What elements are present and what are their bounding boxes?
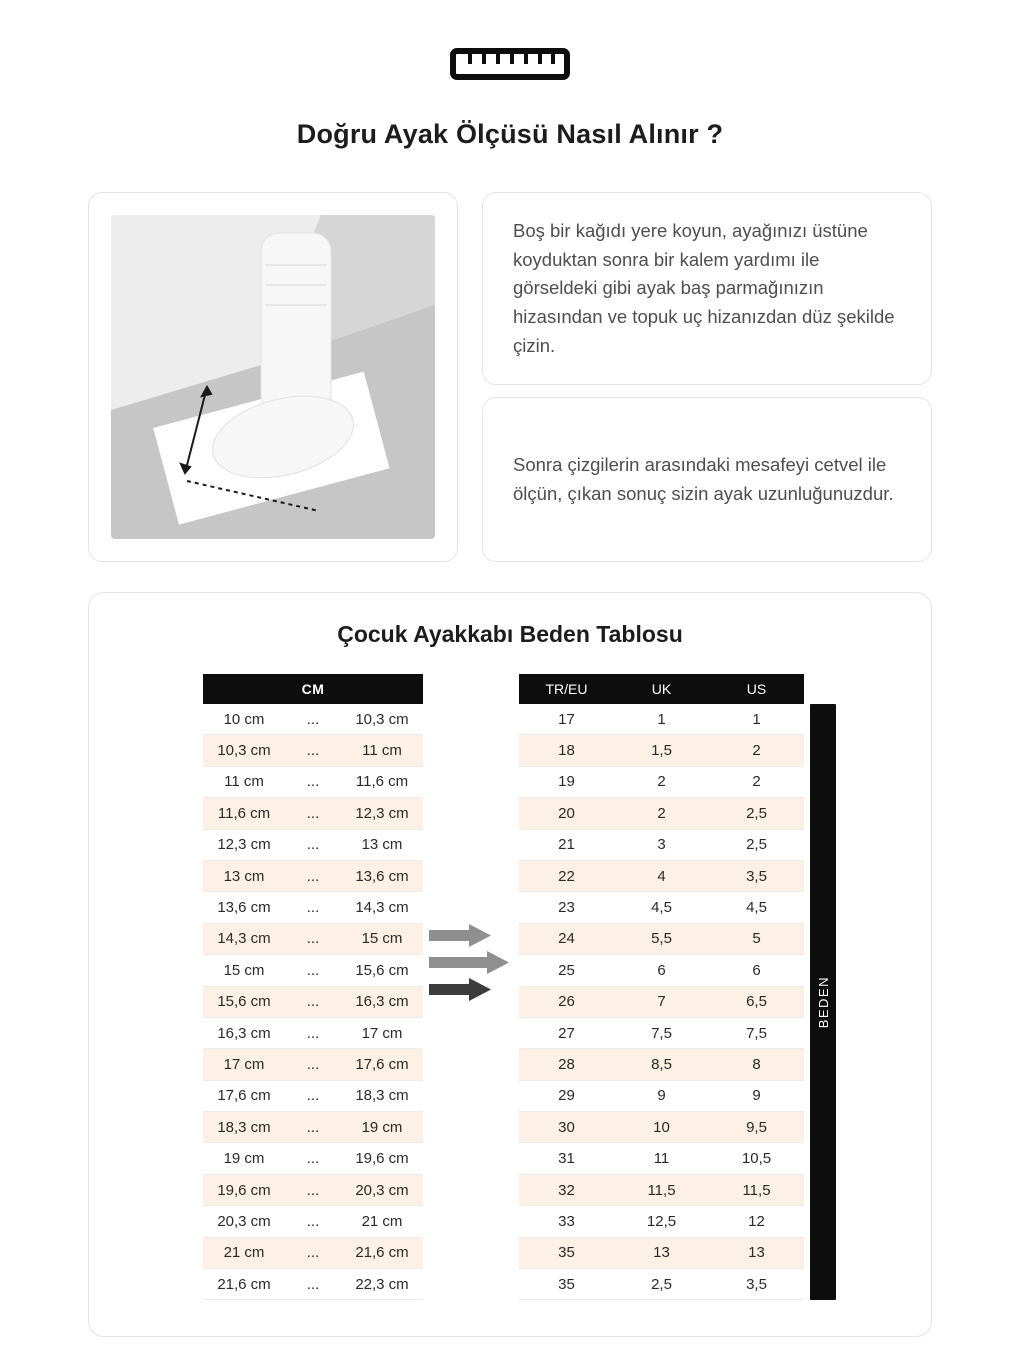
cm-max: 17,6 cm <box>355 1055 409 1073</box>
size-uk: 1 <box>657 710 666 728</box>
cm-row <box>203 1018 423 1049</box>
cm-row <box>203 1112 423 1143</box>
size-row <box>519 1269 804 1300</box>
size-tables <box>89 674 931 1300</box>
size-us: 11,5 <box>742 1181 771 1199</box>
size-row <box>519 1206 804 1237</box>
size-table-section <box>88 592 932 1337</box>
size-tr-eu: 19 <box>558 773 575 791</box>
size-tr-eu: 26 <box>558 993 575 1011</box>
beden-label: BEDEN <box>815 976 831 1029</box>
cm-row <box>203 1269 423 1300</box>
instruction-cards <box>482 192 932 562</box>
cm-table-header: CM <box>203 674 423 704</box>
size-us: 2,5 <box>746 804 767 822</box>
cm-min: 19,6 cm <box>217 1181 271 1199</box>
size-tr-eu: 23 <box>558 899 575 917</box>
size-row <box>519 1018 804 1049</box>
cm-max: 12,3 cm <box>355 804 409 822</box>
cm-min: 18,3 cm <box>217 1118 271 1136</box>
cm-row <box>203 735 423 766</box>
cm-row <box>203 798 423 829</box>
cm-max: 19,6 cm <box>355 1150 409 1168</box>
size-row <box>519 892 804 923</box>
instructions-section <box>0 150 1020 562</box>
size-tr-eu: 24 <box>558 930 575 948</box>
size-table-header <box>519 674 804 704</box>
size-us: 9,5 <box>746 1118 767 1136</box>
cm-min: 14,3 cm <box>217 930 271 948</box>
foot-measure-photo <box>88 192 458 562</box>
size-tr-eu: 30 <box>558 1118 575 1136</box>
size-uk: 12,5 <box>646 1212 677 1230</box>
size-tr-eu: 17 <box>558 710 575 728</box>
size-table-rows <box>519 704 804 1300</box>
size-tr-eu: 22 <box>558 867 575 885</box>
cm-min: 12,3 cm <box>217 836 271 854</box>
cm-max: 11 cm <box>362 742 402 760</box>
cm-dots: ... <box>306 930 320 948</box>
size-row <box>519 861 804 892</box>
cm-max: 20,3 cm <box>355 1181 409 1199</box>
size-us: 4,5 <box>746 899 767 917</box>
size-tr-eu: 35 <box>558 1244 575 1262</box>
size-row <box>519 735 804 766</box>
size-us: 3,5 <box>746 1275 767 1293</box>
size-uk: 11,5 <box>647 1181 676 1199</box>
cm-max: 18,3 cm <box>355 1087 409 1105</box>
size-us: 3,5 <box>746 867 767 885</box>
cm-row <box>203 767 423 798</box>
cm-min: 11,6 cm <box>217 804 271 822</box>
size-uk: 8,5 <box>651 1055 672 1073</box>
cm-dots: ... <box>306 961 320 979</box>
cm-max: 11,6 cm <box>355 773 409 791</box>
cm-row <box>203 892 423 923</box>
size-uk: 5,5 <box>651 930 672 948</box>
cm-max: 21,6 cm <box>355 1244 409 1262</box>
cm-row <box>203 861 423 892</box>
cm-dots: ... <box>306 773 320 791</box>
size-row <box>519 767 804 798</box>
size-uk: 6 <box>657 961 666 979</box>
size-uk: 13 <box>653 1244 670 1262</box>
ruler-icon <box>450 48 570 85</box>
size-us: 6 <box>752 961 761 979</box>
size-uk: 7 <box>657 993 666 1011</box>
cm-min: 17 cm <box>223 1055 265 1073</box>
size-uk: 9 <box>657 1087 666 1105</box>
size-table-title: Çocuk Ayakkabı Beden Tablosu <box>337 621 683 647</box>
instruction-card-2 <box>482 397 932 562</box>
size-tr-eu: 20 <box>558 804 575 822</box>
size-row <box>519 1143 804 1174</box>
cm-row <box>203 1049 423 1080</box>
cm-max: 17 cm <box>361 1024 403 1042</box>
beden-side-bar <box>810 704 836 1300</box>
cm-dots: ... <box>306 1150 320 1168</box>
header-us: US <box>746 681 767 697</box>
size-us: 2 <box>752 742 761 760</box>
header-tr-eu: TR/EU <box>545 681 588 697</box>
cm-dots: ... <box>306 836 320 854</box>
size-uk: 4 <box>657 867 666 885</box>
cm-row <box>203 704 423 735</box>
size-us: 2,5 <box>746 836 767 854</box>
cm-max: 13,6 cm <box>355 867 409 885</box>
size-uk: 2 <box>657 773 666 791</box>
cm-dots: ... <box>306 804 320 822</box>
cm-dots: ... <box>306 1181 320 1199</box>
cm-max: 19 cm <box>361 1118 403 1136</box>
size-row <box>519 704 804 735</box>
cm-row <box>203 955 423 986</box>
size-us: 1 <box>752 710 761 728</box>
cm-dots: ... <box>306 867 320 885</box>
size-tr-eu: 18 <box>558 742 575 760</box>
cm-dots: ... <box>306 993 320 1011</box>
instruction-step1-text: Boş bir kağıdı yere koyun, ayağınızı üstüne koyduktan sonra bir kalem yardımı ile görseldeki gibi ayak baş parmağınızın hizasından ve topuk uç hizanızdan düz şekilde çizin. <box>513 220 895 356</box>
size-uk: 3 <box>657 836 666 854</box>
cm-max: 10,3 cm <box>355 710 409 728</box>
cm-max: 21 cm <box>361 1212 403 1230</box>
international-size-table <box>519 674 804 1300</box>
cm-dots: ... <box>306 1024 320 1042</box>
size-us: 8 <box>752 1055 761 1073</box>
cm-max: 14,3 cm <box>355 899 409 917</box>
size-tr-eu: 21 <box>558 836 575 854</box>
size-row <box>519 830 804 861</box>
cm-min: 21 cm <box>223 1244 265 1262</box>
size-row <box>519 987 804 1018</box>
size-row <box>519 1175 804 1206</box>
size-row <box>519 798 804 829</box>
cm-table <box>203 674 423 1300</box>
size-us: 12 <box>748 1212 765 1230</box>
cm-min: 16,3 cm <box>217 1024 271 1042</box>
size-uk: 2 <box>657 804 666 822</box>
cm-min: 13 cm <box>223 867 265 885</box>
cm-dots: ... <box>306 710 320 728</box>
size-tr-eu: 28 <box>558 1055 575 1073</box>
cm-min: 21,6 cm <box>217 1275 271 1293</box>
size-us: 7,5 <box>746 1024 767 1042</box>
header-uk: UK <box>651 681 672 697</box>
size-uk: 2,5 <box>651 1275 672 1293</box>
instruction-step2-text: Sonra çizgilerin arasındaki mesafeyi cetvel ile ölçün, çıkan sonuç sizin ayak uzunluğunuzdur. <box>513 454 894 504</box>
cm-min: 20,3 cm <box>217 1212 271 1230</box>
size-tr-eu: 32 <box>558 1181 575 1199</box>
cm-row <box>203 1206 423 1237</box>
instruction-card-1 <box>482 192 932 385</box>
size-us: 10,5 <box>741 1150 772 1168</box>
cm-dots: ... <box>306 1244 320 1262</box>
size-tr-eu: 29 <box>558 1087 575 1105</box>
size-uk: 10 <box>653 1118 670 1136</box>
size-us: 9 <box>752 1087 761 1105</box>
cm-min: 19 cm <box>223 1150 265 1168</box>
size-tr-eu: 31 <box>558 1150 575 1168</box>
cm-max: 15,6 cm <box>355 961 409 979</box>
page-title: Doğru Ayak Ölçüsü Nasıl Alınır ? <box>296 119 724 149</box>
arrows-column <box>423 674 519 1300</box>
cm-table-rows <box>203 704 423 1300</box>
cm-dots: ... <box>306 1087 320 1105</box>
cm-dots: ... <box>306 899 320 917</box>
cm-row <box>203 1081 423 1112</box>
size-tr-eu: 35 <box>558 1275 575 1293</box>
cm-min: 15 cm <box>223 961 265 979</box>
cm-row <box>203 1143 423 1174</box>
cm-min: 13,6 cm <box>217 899 271 917</box>
size-row <box>519 1112 804 1143</box>
cm-row <box>203 830 423 861</box>
cm-min: 11 cm <box>224 773 264 791</box>
cm-max: 16,3 cm <box>355 993 409 1011</box>
cm-dots: ... <box>306 1275 320 1293</box>
cm-max: 15 cm <box>361 930 403 948</box>
size-uk: 4,5 <box>651 899 672 917</box>
size-uk: 11 <box>653 1150 670 1168</box>
size-us: 13 <box>748 1244 765 1262</box>
size-uk: 7,5 <box>651 1024 672 1042</box>
size-row <box>519 955 804 986</box>
size-us: 2 <box>752 773 761 791</box>
cm-dots: ... <box>306 1055 320 1073</box>
size-us: 6,5 <box>746 993 767 1011</box>
cm-min: 10,3 cm <box>217 742 271 760</box>
size-tr-eu: 27 <box>558 1024 575 1042</box>
cm-dots: ... <box>306 742 320 760</box>
cm-row <box>203 1238 423 1269</box>
cm-min: 17,6 cm <box>217 1087 271 1105</box>
size-tr-eu: 33 <box>558 1212 575 1230</box>
cm-min: 15,6 cm <box>217 993 271 1011</box>
size-tr-eu: 25 <box>558 961 575 979</box>
size-row <box>519 1081 804 1112</box>
cm-dots: ... <box>306 1212 320 1230</box>
size-uk: 1,5 <box>651 742 672 760</box>
cm-max: 22,3 cm <box>355 1275 409 1293</box>
size-row <box>519 924 804 955</box>
size-row <box>519 1238 804 1269</box>
cm-dots: ... <box>306 1118 320 1136</box>
cm-row <box>203 987 423 1018</box>
cm-row <box>203 1175 423 1206</box>
cm-row <box>203 924 423 955</box>
cm-min: 10 cm <box>223 710 265 728</box>
size-us: 5 <box>752 930 761 948</box>
cm-max: 13 cm <box>361 836 403 854</box>
size-row <box>519 1049 804 1080</box>
foot-on-paper-illustration <box>111 215 435 539</box>
